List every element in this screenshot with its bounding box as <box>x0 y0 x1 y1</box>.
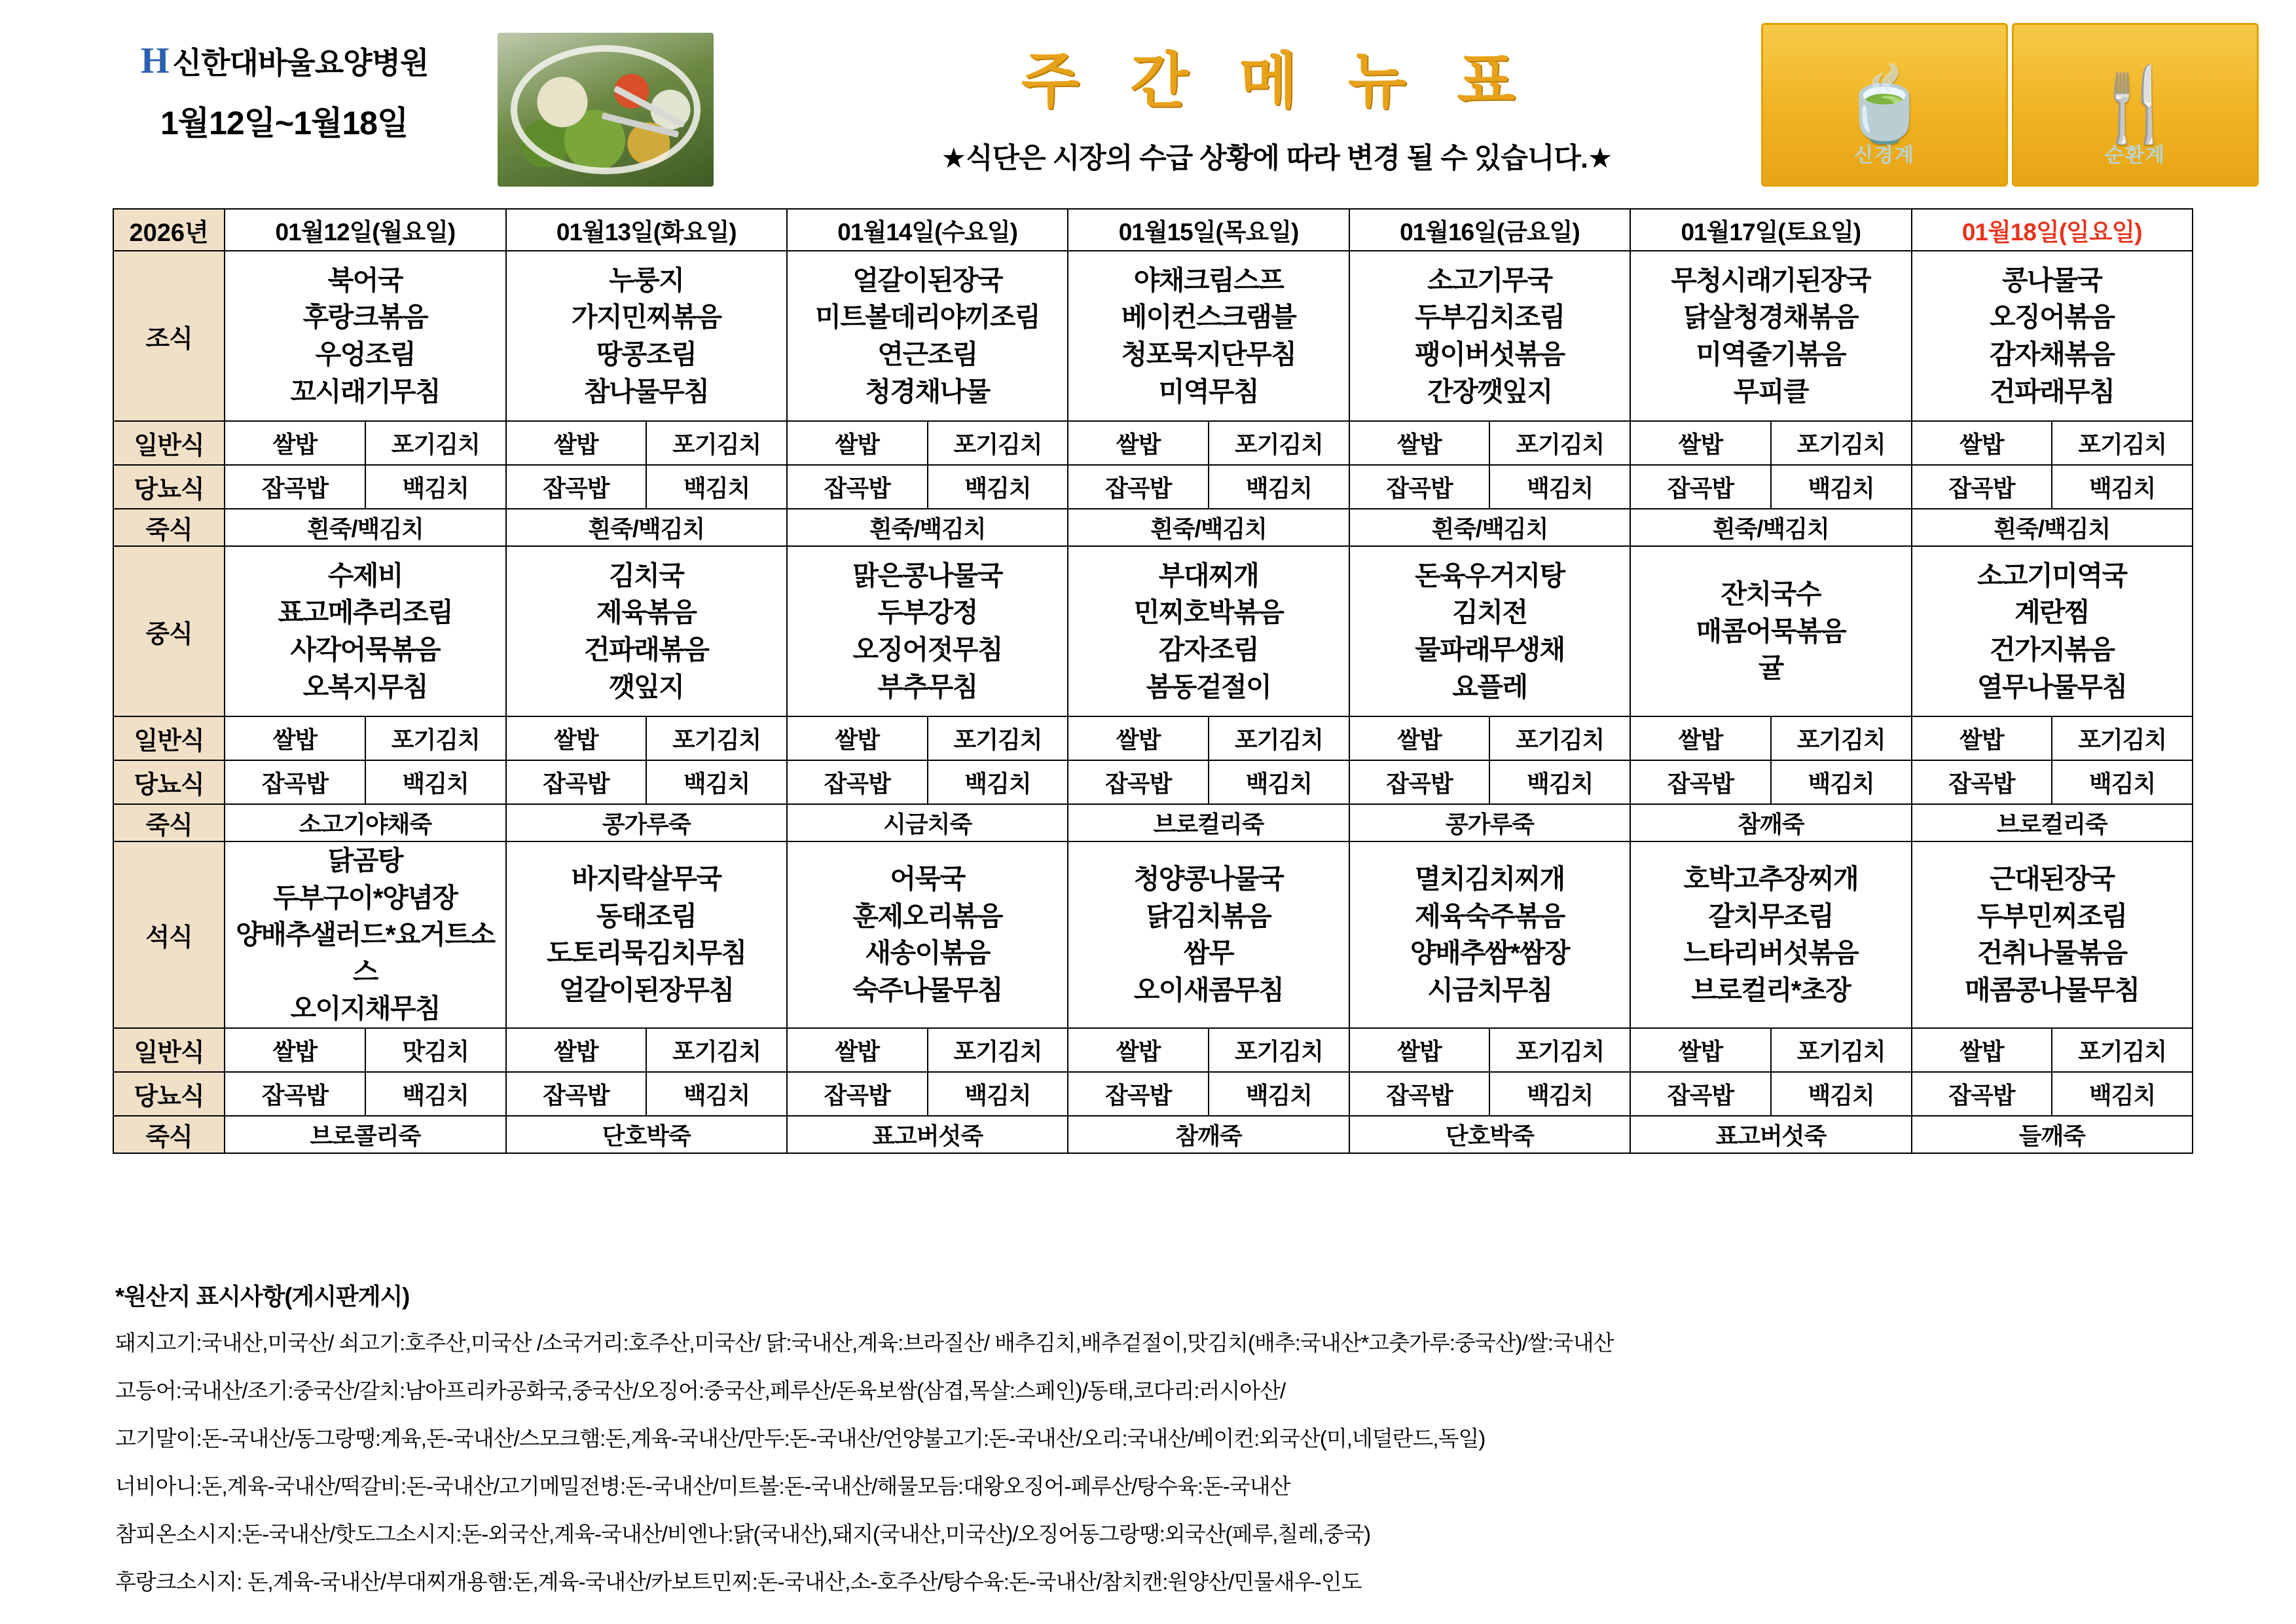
lunch-diabetic-cell-2: 잡곡밥 백김치 <box>787 760 1068 804</box>
dinner-diabetic-cell-1: 잡곡밥 백김치 <box>506 1072 787 1116</box>
spoon-fork-icon: 🍴 <box>2090 64 2180 145</box>
lunch-cell-2: 맑은콩나물국 두부강정 오징어젓무침 부추무침 <box>787 546 1068 716</box>
breakfast-porridge-cell-4: 흰죽/백김치 <box>1349 509 1630 546</box>
dinner-porridge-cell-5: 표고버섯죽 <box>1630 1116 1911 1153</box>
dinner-general-cell-3: 쌀밥 포기김치 <box>1068 1028 1349 1072</box>
dinner-general-cell-5: 쌀밥 포기김치 <box>1630 1028 1911 1072</box>
dinner-general-cell-6: 쌀밥 포기김치 <box>1912 1028 2193 1072</box>
breakfast-diabetic-row <box>113 465 2193 509</box>
lunch-diabetic-cell-1: 잡곡밥 백김치 <box>506 760 787 804</box>
dinner-porridge-cell-3: 참깨죽 <box>1068 1116 1349 1153</box>
origin-note-line-5: 후랑크소시지: 돈,계육-국내산/부대찌개용햄:돈,계육-국내산/카보트민찌:돈-국내산,소-호주산/탕수육:돈-국내산/참치캔:원양산/민물새우-인도 <box>115 1570 1362 1594</box>
day-header-0: 01월12일(월요일) <box>225 209 505 251</box>
lunch-general-cell-6: 쌀밥 포기김치 <box>1912 716 2193 760</box>
breakfast-cell-4: 소고기무국 두부김치조림 팽이버섯볶음 간장깻잎지 <box>1349 251 1630 421</box>
breakfast-general-cell-2: 쌀밥 포기김치 <box>787 421 1068 465</box>
teapot-icon: 🍵 <box>1840 64 1929 145</box>
breakfast-general-row <box>113 421 2193 465</box>
breakfast-cell-3: 야채크림스프 베이컨스크램블 청포묵지단무침 미역무침 <box>1068 251 1349 421</box>
breakfast-cell-0: 북어국 후랑크볶음 우엉조림 꼬시래기무침 <box>225 251 505 421</box>
breakfast-diabetic-cell-0: 잡곡밥 백김치 <box>225 465 505 509</box>
salad-photo <box>498 33 714 187</box>
lunch-diabetic-cell-3: 잡곡밥 백김치 <box>1068 760 1349 804</box>
hospital-logo-block <box>141 39 481 144</box>
breakfast-general-cell-4: 쌀밥 포기김치 <box>1349 421 1630 465</box>
breakfast-diabetic-cell-5: 잡곡밥 백김치 <box>1630 465 1911 509</box>
lunch-cell-6: 소고기미역국 계란찜 건가지볶음 열무나물무침 <box>1912 546 2193 716</box>
breakfast-porridge-label: 죽식 <box>113 509 225 546</box>
origin-note-line-4: 참피온소시지:돈-국내산/핫도그소시지:돈-외국산,계육-국내산/비엔나:닭(국내산),돼지(국내산,미국산)/오징어동그랑땡:외국산(페루,칠레,중국) <box>115 1522 1371 1546</box>
origin-note-line-2: 고기말이:돈-국내산/동그랑땡:계육,돈-국내산/스모크햄:돈,계육-국내산/만두:돈-국내산/언양불고기:돈-국내산/오리:국내산/베이컨:외국산(미,네덜란드,독일) <box>115 1426 1485 1450</box>
dinner-diabetic-label: 당뇨식 <box>113 1072 225 1116</box>
dinner-cell-3: 청양콩나물국 닭김치볶음 쌈무 오이새콤무침 <box>1068 841 1349 1028</box>
dinner-general-cell-4: 쌀밥 포기김치 <box>1349 1028 1630 1072</box>
lunch-cell-0: 수제비 표고메추리조림 사각어묵볶음 오복지무침 <box>225 546 505 716</box>
lunch-porridge-cell-1: 콩가루죽 <box>506 804 787 841</box>
date-range: 1월12일~1월18일 <box>160 105 409 141</box>
breakfast-general-cell-0: 쌀밥 포기김치 <box>225 421 505 465</box>
day-header-1: 01월13일(화요일) <box>506 209 787 251</box>
breakfast-porridge-row <box>113 509 2193 546</box>
lunch-diabetic-cell-5: 잡곡밥 백김치 <box>1630 760 1911 804</box>
dinner-general-row <box>113 1028 2193 1072</box>
lunch-diabetic-row <box>113 760 2193 804</box>
dinner-cell-0: 닭곰탕 두부구이*양념장 양배추샐러드*요거트소스 오이지채무침 <box>225 841 505 1028</box>
dinner-diabetic-cell-4: 잡곡밥 백김치 <box>1349 1072 1630 1116</box>
day-header-5: 01월17일(토요일) <box>1630 209 1911 251</box>
lunch-cell-3: 부대찌개 민찌호박볶음 감자조림 봄동겉절이 <box>1068 546 1349 716</box>
page-title: 주 간 메 뉴 표 <box>1021 48 1533 115</box>
dinner-general-cell-1: 쌀밥 포기김치 <box>506 1028 787 1072</box>
badge-neuro-label: 신경계 <box>1854 145 1915 166</box>
origin-notes-title: *원산지 표시사항(게시판게시) <box>115 1283 410 1310</box>
dinner-diabetic-cell-5: 잡곡밥 백김치 <box>1630 1072 1911 1116</box>
dinner-porridge-label: 죽식 <box>113 1116 225 1153</box>
lunch-cell-1: 김치국 제육볶음 건파래볶음 깻잎지 <box>506 546 787 716</box>
breakfast-diabetic-cell-2: 잡곡밥 백김치 <box>787 465 1068 509</box>
breakfast-general-cell-6: 쌀밥 포기김치 <box>1912 421 2193 465</box>
lunch-general-row <box>113 716 2193 760</box>
breakfast-diabetic-label: 당뇨식 <box>113 465 225 509</box>
dinner-porridge-cell-6: 들깨죽 <box>1912 1116 2193 1153</box>
breakfast-label: 조식 <box>113 251 225 421</box>
lunch-porridge-label: 죽식 <box>113 804 225 841</box>
dinner-cell-4: 멸치김치찌개 제육숙주볶음 양배추쌈*쌈장 시금치무침 <box>1349 841 1630 1028</box>
lunch-porridge-cell-2: 시금치죽 <box>787 804 1068 841</box>
origin-note-line-3: 너비아니:돈,계육-국내산/떡갈비:돈-국내산/고기메밀전병:돈-국내산/미트볼:돈-국내산/해물모듬:대왕오징어-페루산/탕수육:돈-국내산 <box>115 1474 1290 1498</box>
breakfast-row <box>113 251 2193 421</box>
hospital-name: 신한대바울요양병원 <box>172 46 429 80</box>
breakfast-cell-5: 무청시래기된장국 닭살청경채볶음 미역줄기볶음 무피클 <box>1630 251 1911 421</box>
lunch-general-cell-1: 쌀밥 포기김치 <box>506 716 787 760</box>
dinner-cell-1: 바지락살무국 동태조림 도토리묵김치무침 얼갈이된장무침 <box>506 841 787 1028</box>
lunch-porridge-cell-4: 콩가루죽 <box>1349 804 1630 841</box>
breakfast-porridge-cell-1: 흰죽/백김치 <box>506 509 787 546</box>
lunch-porridge-cell-0: 소고기야채죽 <box>225 804 505 841</box>
origin-notes <box>115 1278 2210 1613</box>
lunch-row <box>113 546 2193 716</box>
dinner-porridge-row <box>113 1116 2193 1153</box>
menu-table-body <box>113 209 2193 1153</box>
lunch-label: 중식 <box>113 546 225 716</box>
lunch-diabetic-label: 당뇨식 <box>113 760 225 804</box>
breakfast-porridge-cell-6: 흰죽/백김치 <box>1912 509 2193 546</box>
dinner-diabetic-cell-2: 잡곡밥 백김치 <box>787 1072 1068 1116</box>
dinner-label: 석식 <box>113 841 225 1028</box>
dinner-general-cell-0: 쌀밥 맛김치 <box>225 1028 505 1072</box>
lunch-general-cell-0: 쌀밥 포기김치 <box>225 716 505 760</box>
day-header-6: 01월18일(일요일) <box>1912 209 2193 251</box>
weekly-menu-table <box>113 208 2193 1154</box>
breakfast-porridge-cell-3: 흰죽/백김치 <box>1068 509 1349 546</box>
breakfast-general-label: 일반식 <box>113 421 225 465</box>
lunch-general-label: 일반식 <box>113 716 225 760</box>
lunch-cell-4: 돈육우거지탕 김치전 물파래무생채 요플레 <box>1349 546 1630 716</box>
badge-circulatory-label: 순환계 <box>2105 145 2166 166</box>
dinner-cell-2: 어묵국 훈제오리볶음 새송이볶음 숙주나물무침 <box>787 841 1068 1028</box>
lunch-porridge-row <box>113 804 2193 841</box>
breakfast-porridge-cell-0: 흰죽/백김치 <box>225 509 505 546</box>
breakfast-general-cell-1: 쌀밥 포기김치 <box>506 421 787 465</box>
dinner-cell-6: 근대된장국 두부민찌조림 건취나물볶음 매콤콩나물무침 <box>1912 841 2193 1028</box>
breakfast-general-cell-5: 쌀밥 포기김치 <box>1630 421 1911 465</box>
breakfast-cell-6: 콩나물국 오징어볶음 감자채볶음 건파래무침 <box>1912 251 2193 421</box>
hospital-logo-icon: H <box>141 41 169 81</box>
table-header-row <box>113 209 2193 251</box>
year-label: 2026년 <box>113 209 225 251</box>
lunch-porridge-cell-5: 참깨죽 <box>1630 804 1911 841</box>
poster-header <box>0 0 2296 216</box>
page-subtitle: ★식단은 시장의 수급 상황에 따라 변경 될 수 있습니다.★ <box>941 143 1613 174</box>
dinner-row <box>113 841 2193 1028</box>
breakfast-general-cell-3: 쌀밥 포기김치 <box>1068 421 1349 465</box>
dinner-porridge-cell-0: 브로콜리죽 <box>225 1116 505 1153</box>
lunch-cell-5: 잔치국수 매콤어묵볶음 귤 <box>1630 546 1911 716</box>
breakfast-porridge-cell-2: 흰죽/백김치 <box>787 509 1068 546</box>
dinner-porridge-cell-1: 단호박죽 <box>506 1116 787 1153</box>
dinner-general-cell-2: 쌀밥 포기김치 <box>787 1028 1068 1072</box>
breakfast-cell-2: 얼갈이된장국 미트볼데리야끼조림 연근조림 청경채나물 <box>787 251 1068 421</box>
breakfast-diabetic-cell-6: 잡곡밥 백김치 <box>1912 465 2193 509</box>
dinner-diabetic-cell-3: 잡곡밥 백김치 <box>1068 1072 1349 1116</box>
breakfast-diabetic-cell-4: 잡곡밥 백김치 <box>1349 465 1630 509</box>
lunch-general-cell-3: 쌀밥 포기김치 <box>1068 716 1349 760</box>
badge-circulatory <box>2012 23 2259 187</box>
day-header-3: 01월15일(목요일) <box>1068 209 1349 251</box>
title-block <box>818 33 1735 176</box>
breakfast-cell-1: 누룽지 가지민찌볶음 땅콩조림 참나물무침 <box>506 251 787 421</box>
lunch-diabetic-cell-4: 잡곡밥 백김치 <box>1349 760 1630 804</box>
breakfast-porridge-cell-5: 흰죽/백김치 <box>1630 509 1911 546</box>
lunch-diabetic-cell-6: 잡곡밥 백김치 <box>1912 760 2193 804</box>
day-header-4: 01월16일(금요일) <box>1349 209 1630 251</box>
dinner-diabetic-cell-0: 잡곡밥 백김치 <box>225 1072 505 1116</box>
day-header-2: 01월14일(수요일) <box>787 209 1068 251</box>
lunch-porridge-cell-6: 브로컬리죽 <box>1912 804 2193 841</box>
badge-group <box>1761 23 2259 187</box>
dinner-diabetic-cell-6: 잡곡밥 백김치 <box>1912 1072 2193 1116</box>
lunch-general-cell-2: 쌀밥 포기김치 <box>787 716 1068 760</box>
lunch-porridge-cell-3: 브로컬리죽 <box>1068 804 1349 841</box>
lunch-general-cell-5: 쌀밥 포기김치 <box>1630 716 1911 760</box>
dinner-porridge-cell-2: 표고버섯죽 <box>787 1116 1068 1153</box>
origin-note-line-0: 돼지고기:국내산,미국산/ 쇠고기:호주산,미국산 /소국거리:호주산,미국산/ 닭:국내산,계육:브라질산/ 배추김치,배추겉절이,맛김치(배추:국내산*고춧가루:중국산)/쌀:국내산 <box>115 1331 1614 1355</box>
lunch-diabetic-cell-0: 잡곡밥 백김치 <box>225 760 505 804</box>
breakfast-diabetic-cell-3: 잡곡밥 백김치 <box>1068 465 1349 509</box>
badge-neuro <box>1761 23 2008 187</box>
dinner-porridge-cell-4: 단호박죽 <box>1349 1116 1630 1153</box>
origin-note-line-1: 고등어:국내산/조기:중국산/갈치:남아프리카공화국,중국산/오징어:중국산,페루산/돈육보쌈(삼겹,목살:스페인)/동태,코다리:러시아산/ <box>115 1378 1286 1403</box>
dinner-general-label: 일반식 <box>113 1028 225 1072</box>
dinner-diabetic-row <box>113 1072 2193 1116</box>
dinner-cell-5: 호박고추장찌개 갈치무조림 느타리버섯볶음 브로컬리*초장 <box>1630 841 1911 1028</box>
breakfast-diabetic-cell-1: 잡곡밥 백김치 <box>506 465 787 509</box>
lunch-general-cell-4: 쌀밥 포기김치 <box>1349 716 1630 760</box>
